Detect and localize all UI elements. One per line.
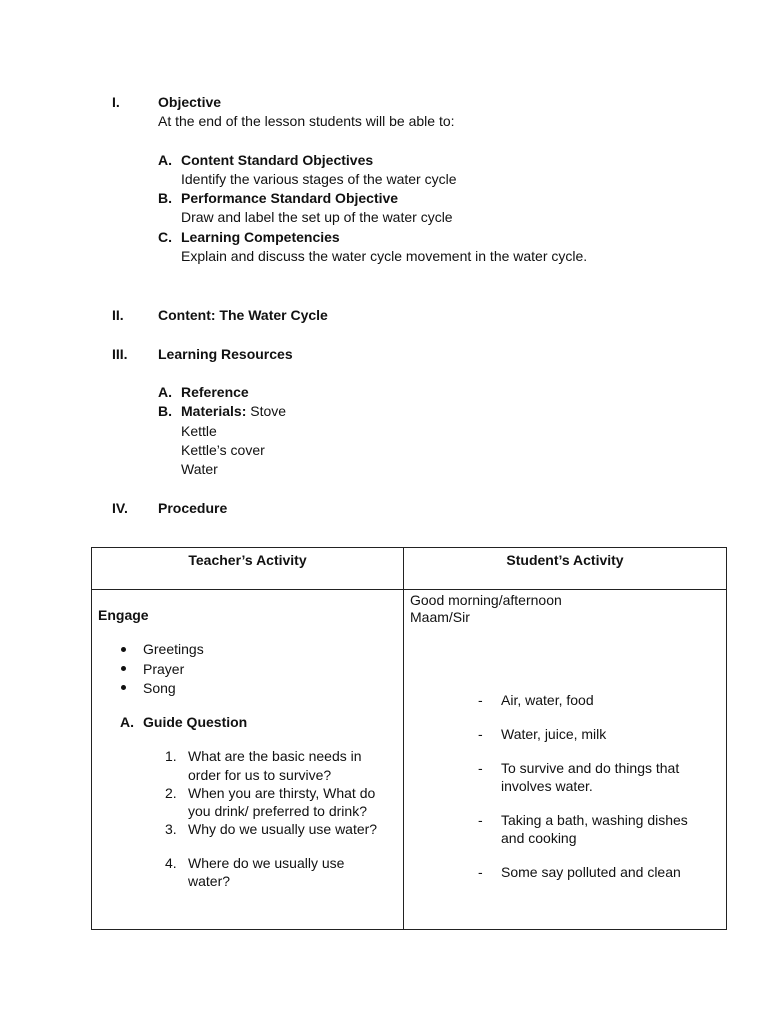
reference-title: Reference xyxy=(181,384,249,400)
section-title: Content: The Water Cycle xyxy=(158,307,328,323)
bullet-icon xyxy=(121,666,126,671)
question-line: you drink/ preferred to drink? xyxy=(188,803,367,819)
activity-bullet: Greetings xyxy=(143,641,204,657)
section-title: Procedure xyxy=(158,500,228,516)
materials-title: Materials: xyxy=(181,403,247,419)
student-answer: Air, water, food xyxy=(501,692,594,708)
student-answer: and cooking xyxy=(501,830,577,846)
item-letter: C. xyxy=(158,229,172,245)
guide-letter: A. xyxy=(120,714,134,730)
student-answer: Water, juice, milk xyxy=(501,726,607,742)
question-number: 1. xyxy=(165,748,177,764)
item-title: Learning Competencies xyxy=(181,229,340,245)
section-numeral: I. xyxy=(112,94,120,110)
guide-question-title: Guide Question xyxy=(143,714,248,730)
student-answer: Some say polluted and clean xyxy=(501,864,681,880)
student-greeting: Maam/Sir xyxy=(410,609,470,625)
student-answer: To survive and do things that xyxy=(501,760,680,776)
question-number: 4. xyxy=(165,855,177,871)
material-item: Kettle xyxy=(181,423,217,439)
question-number: 3. xyxy=(165,821,177,837)
answer-dash: - xyxy=(478,726,483,742)
activity-bullet: Prayer xyxy=(143,661,185,677)
bullet-icon xyxy=(121,647,126,652)
material-item: Water xyxy=(181,461,218,477)
item-letter: A. xyxy=(158,152,172,168)
section-numeral: III. xyxy=(112,346,128,362)
item-title: Content Standard Objectives xyxy=(181,152,374,168)
question-line: Why do we usually use water? xyxy=(188,821,378,837)
material-item: Stove xyxy=(250,403,287,419)
student-greeting: Good morning/afternoon xyxy=(410,592,562,608)
objective-intro: At the end of the lesson students will be able to: xyxy=(158,113,455,129)
materials-line xyxy=(181,402,286,421)
bullet-icon xyxy=(121,685,126,690)
question-line: order for us to survive? xyxy=(188,767,332,783)
section-numeral: II. xyxy=(112,307,124,323)
item-letter: B. xyxy=(158,403,172,419)
item-letter: B. xyxy=(158,190,172,206)
item-letter: A. xyxy=(158,384,172,400)
item-text: Explain and discuss the water cycle movement in the water cycle. xyxy=(181,248,588,264)
question-line: What are the basic needs in xyxy=(188,748,362,764)
answer-dash: - xyxy=(478,812,483,828)
activity-bullet: Song xyxy=(143,680,176,696)
item-text: Identify the various stages of the water cycle xyxy=(181,171,457,187)
answer-dash: - xyxy=(478,760,483,776)
answer-dash: - xyxy=(478,692,483,708)
engage-label: Engage xyxy=(98,607,149,623)
column-divider xyxy=(403,548,404,929)
question-line: Where do we usually use xyxy=(188,855,345,871)
item-title: Performance Standard Objective xyxy=(181,190,399,206)
material-item: Kettle’s cover xyxy=(181,442,265,458)
answer-dash: - xyxy=(478,864,483,880)
student-answer: Taking a bath, washing dishes xyxy=(501,812,688,828)
column-header-student: Student’s Activity xyxy=(506,552,624,568)
section-numeral: IV. xyxy=(112,500,128,516)
column-header-teacher: Teacher’s Activity xyxy=(188,552,307,568)
header-divider xyxy=(92,589,726,590)
question-line: When you are thirsty, What do xyxy=(188,785,376,801)
section-title: Learning Resources xyxy=(158,346,293,362)
question-number: 2. xyxy=(165,785,177,801)
item-text: Draw and label the set up of the water cycle xyxy=(181,209,453,225)
question-line: water? xyxy=(188,873,231,889)
student-answer: involves water. xyxy=(501,778,593,794)
section-title: Objective xyxy=(158,94,222,110)
procedure-table xyxy=(91,547,727,930)
